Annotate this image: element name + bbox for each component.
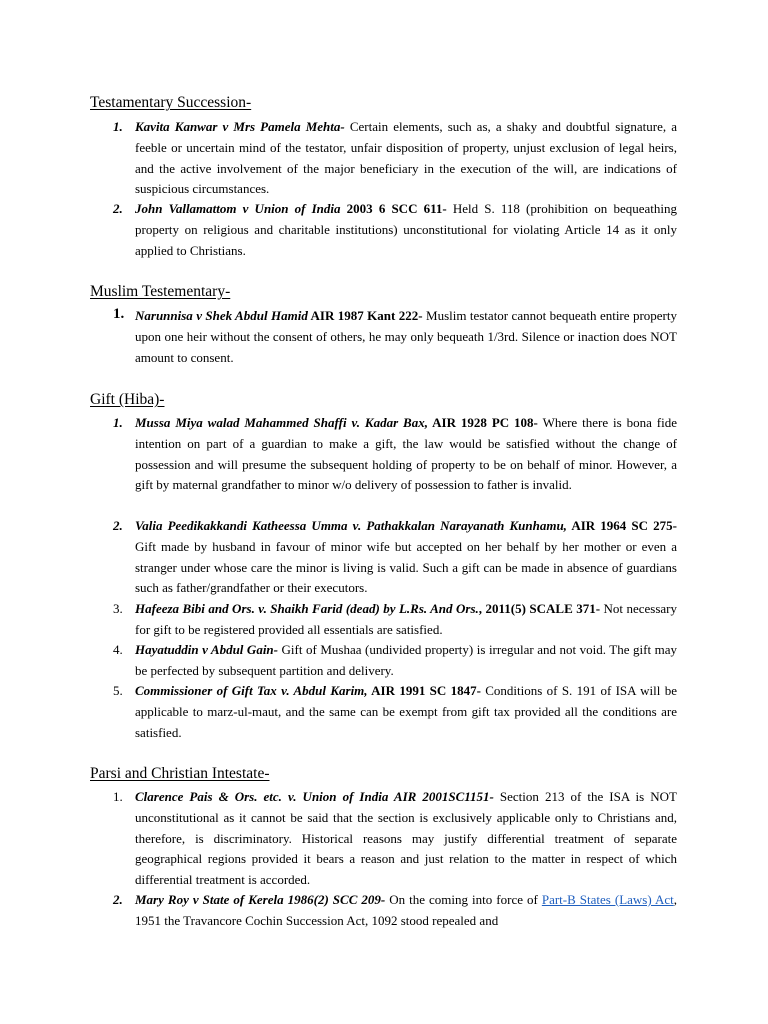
case-text: Not necessary for gift to be registered provided all essentials are satisfied. (135, 601, 677, 637)
list-number: 1. (113, 119, 123, 134)
list-item (113, 199, 677, 261)
list-number: 2. (113, 201, 123, 216)
list-number: 4. (113, 642, 123, 657)
case-text: Conditions of S. 191 of ISA will be applicable to marz-ul-maut, and the same can be exempt from gift tax provided all the conditions are satisfied. (135, 683, 677, 740)
case-citation: AIR 1991 SC 1847- (367, 683, 481, 698)
list-item (113, 516, 677, 599)
case-text: On the coming into force of (385, 892, 542, 907)
list-item (113, 306, 677, 368)
case-citation: AIR 1928 PC 108- (427, 415, 538, 430)
case-text: Gift of Mushaa (undivided property) is irregular and not void. The gift may be perfected by subsequent partition and delivery. (135, 642, 677, 678)
section-heading-testamentary: Testamentary Succession- (90, 94, 252, 111)
case-name: Clarence Pais & Ors. etc. v. Union of India AIR 2001SC1151- (135, 789, 494, 804)
case-name: Valia Peedikakkandi Katheessa Umma v. Pathakkalan Narayanath Kunhamu, (135, 518, 567, 533)
list-item (113, 117, 677, 200)
case-citation: AIR 1964 SC 275- (566, 518, 677, 533)
case-name: John Vallamattom v Union of India (135, 201, 341, 216)
case-citation: 2003 6 SCC 611- (340, 201, 447, 216)
list-item (113, 890, 677, 932)
list-item (113, 599, 677, 641)
case-text: Held S. 118 (prohibition on bequeathing property on religious and charitable institutions) unconstitutional for violating Article 14 as it only applied to Christians. (135, 201, 677, 258)
case-citation: , 2011(5) SCALE 371- (478, 601, 601, 616)
list-item (113, 640, 677, 682)
case-name: Mary Roy v State of Kerela 1986(2) SCC 209- (135, 892, 386, 907)
case-name: Mussa Miya walad Mahammed Shaffi v. Kadar Bax, (135, 415, 428, 430)
case-name: Hayatuddin v Abdul Gain- (135, 642, 278, 657)
case-text: Section 213 of the ISA is NOT unconstitutional as it cannot be said that the section is exclusively applicable only to Christians and, therefore, is discriminatory. Historical reasons may justify differential treatment of separate geographical regions provided it bears a reason and just relation to the matter in respect of which differential treatment is accorded. (135, 789, 677, 888)
list-number: 3. (113, 601, 123, 616)
case-text: , 1951 the Travancore Cochin Succession Act, 1092 stood repealed and (135, 892, 678, 928)
list-item (113, 681, 677, 743)
case-name: Hafeeza Bibi and Ors. v. Shaikh Farid (dead) by L.Rs. And Ors. (135, 601, 479, 616)
section-heading-muslim: Muslim Testementary- (90, 283, 231, 300)
list-number: 1. (113, 789, 123, 804)
list-item (113, 413, 677, 496)
list-number: 5. (113, 683, 123, 698)
list-number: 2. (113, 892, 123, 907)
case-name: Commissioner of Gift Tax v. Abdul Karim, (135, 683, 368, 698)
section-heading-parsi-christian: Parsi and Christian Intestate- (90, 765, 270, 782)
case-text: Muslim testator cannot bequeath entire property upon one heir without the consent of others, he may only bequeath 1/3rd. Silence or inaction does NOT amount to consent. (135, 308, 677, 365)
case-text: Gift made by husband in favour of minor wife but accepted on her behalf by her mother or even a stranger under whose care the minor is living is valid. Such a gift can be made in absence of guardians such as father/grandfather or their executors. (135, 538, 677, 596)
list-item (113, 787, 677, 891)
case-text: Where there is bona fide intention on part of a guardian to make a gift, the law would be satisfied without the change of possession and will presume the subsequent holding of property to be on behalf of minor. However, a gift by maternal grandfather to minor w/o delivery of possession to father is invalid. (135, 415, 677, 493)
case-name: Kavita Kanwar v Mrs Pamela Mehta- (135, 119, 345, 134)
list-number: 2. (113, 518, 123, 533)
case-text: Certain elements, such as, a shaky and doubtful signature, a feeble or uncertain mind of the testator, unfair disposition of property, unjust exclusion of legal heirs, and the active involvement of the major beneficiary in the execution of the will, are indications of suspicious circumstances. (135, 119, 677, 197)
act-link[interactable]: Part-B States (Laws) Act (541, 892, 674, 907)
case-citation: AIR 1987 Kant 222- (307, 308, 423, 323)
list-number: 1. (113, 415, 123, 430)
case-name: Narunnisa v Shek Abdul Hamid (135, 308, 308, 323)
list-number: 1. (113, 306, 125, 322)
section-heading-gift: Gift (Hiba)- (90, 391, 165, 408)
